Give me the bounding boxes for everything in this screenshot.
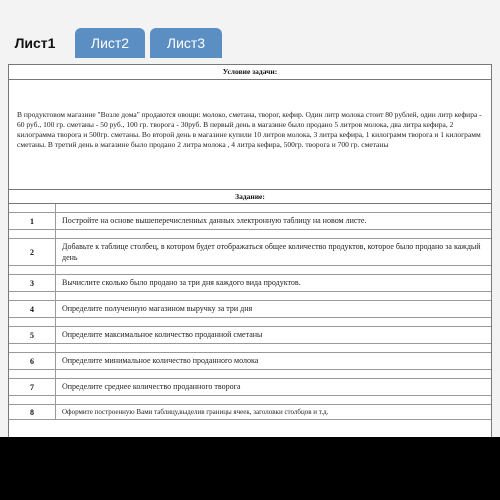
task-number: 2 <box>9 239 56 265</box>
task-text: Определите среднее количество проданного творога <box>62 382 241 391</box>
task-title: Задание: <box>9 190 491 204</box>
task-row[interactable] <box>9 353 491 370</box>
task-list <box>9 204 491 420</box>
task-sheet <box>8 64 492 437</box>
task-number: 7 <box>9 379 56 395</box>
task-number: 4 <box>9 301 56 317</box>
row-number-cell <box>9 396 56 404</box>
table-row-spacer <box>9 204 491 213</box>
row-number-cell <box>9 204 56 212</box>
row-number-cell <box>9 370 56 378</box>
row-text-cell <box>56 230 491 238</box>
task-row[interactable] <box>9 327 491 344</box>
tab-sheet1[interactable]: Лист1 <box>0 28 70 58</box>
row-text-cell <box>56 292 491 300</box>
task-text: Определите минимальное количество проданного молока <box>62 356 259 365</box>
table-row-spacer <box>9 292 491 301</box>
row-text-cell <box>56 370 491 378</box>
row-number-cell <box>9 318 56 326</box>
condition-title: Условие задачи: <box>9 65 491 80</box>
table-row-spacer <box>9 230 491 239</box>
row-text-cell <box>56 204 491 212</box>
table-row-spacer <box>9 266 491 275</box>
task-text: Определите максимальное количество проданной сметаны <box>62 330 263 339</box>
row-text-cell <box>56 344 491 352</box>
table-row-spacer <box>9 344 491 353</box>
row-number-cell <box>9 344 56 352</box>
task-text: Вычислите сколько было продано за три дня каждого вида продуктов. <box>62 278 301 287</box>
task-number: 6 <box>9 353 56 369</box>
tab-sheet3[interactable]: Лист3 <box>150 28 222 58</box>
table-row-spacer <box>9 396 491 405</box>
task-row[interactable] <box>9 405 491 420</box>
tab-sheet2[interactable]: Лист2 <box>75 28 145 58</box>
task-text: Добавьте к таблице столбец, в котором будет отображаться общее количество продуктов, которое было продано за каждый день <box>62 242 481 262</box>
condition-text: В продуктовом магазине "Возле дома" продаются овощи: молоко, сметана, творог, кефир. Один литр молока стоит 80 рублей, один литр кефира - 60 руб., 100 гр. сметаны - 50 руб., 100 гр. творога - 30руб. В первый день в магазине было продано 5 литров молока, два литра кефира, 2 килограмма творога и 500гр. сметаны. Во второй день в магазине купили 10 литров молока, 3 литра кефира, 1 килограмм творога и 1 килограмм сметаны. В третий день в магазине было продано 2 литра молока , 4 литра кефира, 500гр. творога и 700 гр. сметаны <box>9 80 491 190</box>
task-row[interactable] <box>9 301 491 318</box>
row-number-cell <box>9 230 56 238</box>
task-text: Оформите построенную Вами таблицу,выделив границы ячеек, заголовки столбцов и т.д. <box>62 408 329 416</box>
task-row[interactable] <box>9 379 491 396</box>
task-row[interactable] <box>9 213 491 230</box>
table-row-spacer <box>9 370 491 379</box>
sheet-tabs <box>0 28 500 58</box>
task-row[interactable] <box>9 239 491 266</box>
task-number: 5 <box>9 327 56 343</box>
row-text-cell <box>56 266 491 274</box>
task-row[interactable] <box>9 275 491 292</box>
table-row-spacer <box>9 318 491 327</box>
task-text: Постройте на основе вышеперечисленных данных электронную таблицу на новом листе. <box>62 216 367 225</box>
row-text-cell <box>56 396 491 404</box>
row-text-cell <box>56 318 491 326</box>
task-number: 1 <box>9 213 56 229</box>
task-number: 8 <box>9 405 56 419</box>
row-number-cell <box>9 292 56 300</box>
task-number: 3 <box>9 275 56 291</box>
task-text: Определите полученную магазином выручку за три дня <box>62 304 253 313</box>
row-number-cell <box>9 266 56 274</box>
